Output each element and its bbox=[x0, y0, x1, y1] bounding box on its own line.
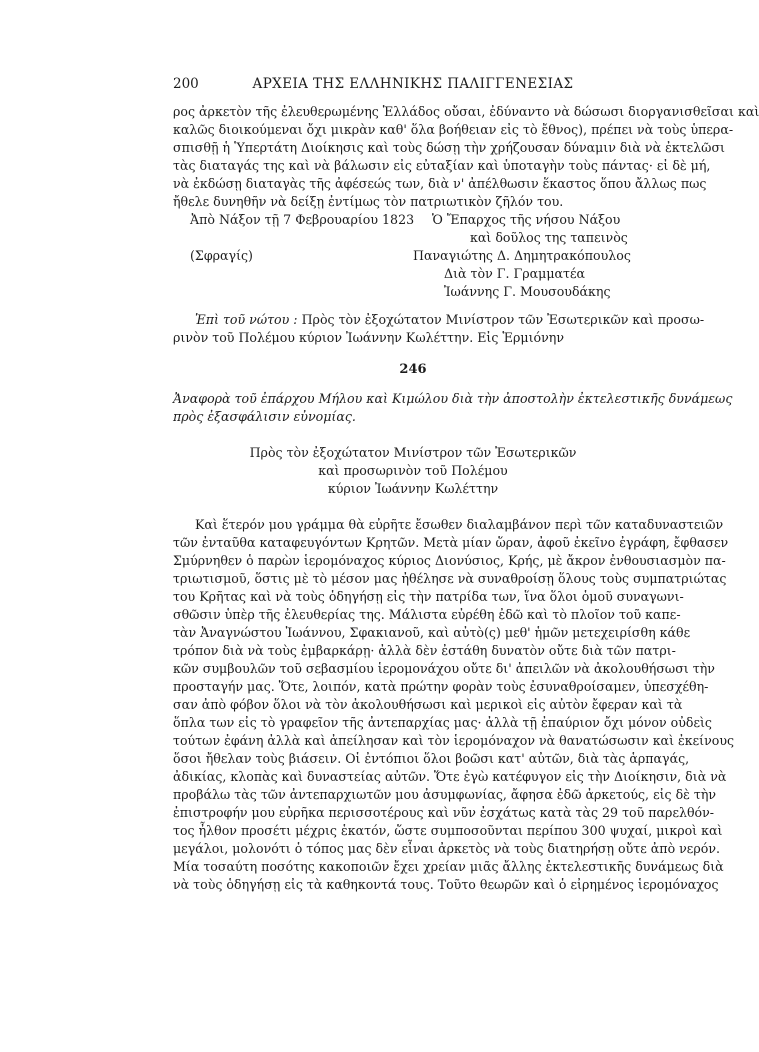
body-line: ὅσοι ἤθελαν τοὺς βιάσειν. Οἱ ἐντόπιοι ὅλοι βοῶσι κατ' αὐτῶν, διὰ τὰς ἁρπαγάς, bbox=[173, 751, 690, 766]
verso-label: Ἐπὶ τοῦ νώτου : bbox=[195, 312, 298, 327]
verso-text: Πρὸς τὸν ἐξοχώτατον Μινίστρον τῶν Ἐσωτερικῶν καὶ προσω- bbox=[301, 312, 705, 327]
summary-line: Ἀναφορὰ τοῦ ἐπάρχου Μήλου καὶ Κιμώλου διὰ τὴν ἀποστολὴν ἐκτελεστικῆς δυνάμεως bbox=[173, 391, 733, 406]
body-line: νὰ τοὺς ὁδηγήσῃ εἰς τὰ καθηκοντά τους. Τοῦτο θεωρῶν καὶ ὁ εἰρημένος ἱερομόναχος bbox=[173, 877, 719, 892]
verso-line: ρινὸν τοῦ Πολέμου κύριον Ἰωάννην Κωλέττην. Εἰς Ἑρμιόνην bbox=[173, 330, 564, 345]
signature-line: Ἰωάννης Γ. Μουσουδάκης bbox=[444, 284, 611, 299]
text-line: νὰ ἐκδώσῃ διαταγὰς τῆς ἀφέσεώς των, διὰ ν' ἀπέλθωσιν ἕκαστος ὅπου ἄλλως πως bbox=[173, 176, 707, 191]
body-line: ὅπλα των εἰς τὸ γραφεῖον τῆς ἀντεπαρχίας μας· ἀλλὰ τῇ ἐπαύριον ὄχι μόνον οὐδεὶς bbox=[173, 715, 712, 730]
body-line: προσταγήν μας. Ὅτε, λοιπόν, κατὰ πρώτην φορὰν τοὺς ἐσυναθροίσαμεν, ὑπεσχέθη- bbox=[173, 679, 709, 694]
signature-line: Διὰ τὸν Γ. Γραμματέα bbox=[444, 266, 586, 281]
text-line: καλῶς διοικούμεναι ὄχι μικρὰν καθ' ὅλα βοήθειαν εἰς τὸ ἔθνος), πρέπει νὰ τοὺς ὑπερα- bbox=[173, 122, 734, 137]
body-line: τὰν Ἀναγνώστου Ἰωάννου, Σφακιανοῦ, καὶ αὐτὸ(ς) μεθ' ἡμῶν μετεχειρίσθη κάθε bbox=[173, 625, 691, 640]
address-line: Πρὸς τὸν ἐξοχώτατον Μινίστρον τῶν Ἐσωτερικῶν bbox=[249, 445, 577, 460]
body-line: μεγάλοι, μολονότι ὁ τόπος μας δὲν εἶναι ἀρκετὸς νὰ τοὺς διατηρήσῃ οὔτε ἀπὸ νερόν. bbox=[173, 841, 720, 856]
body-line: Σμύρνηθεν ὁ παρὼν ἱερομόναχος κύριος Διονύσιος, Κρής, μὲ ἄκρον ἐνθουσιασμὸν πα- bbox=[173, 553, 726, 568]
body-line: τῶν ἐνταῦθα καταφευγόντων Κρητῶν. Μετὰ μίαν ὥραν, ἀφοῦ ἐκεῖνο ἐγράφη, ἔφθασεν bbox=[173, 535, 729, 550]
signature-line: καὶ δοῦλος της ταπεινὸς bbox=[470, 230, 628, 245]
text-line: ρος ἀρκετὸν τῆς ἐλευθερωμένης Ἑλλάδος οὔσαι, ἐδύναντο νὰ δώσωσι διοργανισθεῖσαι καὶ bbox=[173, 104, 759, 119]
text-line: ἤθελε δυνηθῆν νὰ δείξῃ ἐντίμως τὸν πατριωτικὸν ζῆλόν του. bbox=[173, 194, 564, 209]
body-line: τριωτισμοῦ, ὅστις μὲ τὸ μέσον μας ἠθέλησε νὰ συναθροίσῃ ὅλους τοὺς συμπατριώτας bbox=[173, 571, 727, 586]
signature-line: Ὁ Ἔπαρχος τῆς νήσου Νάξου bbox=[432, 212, 621, 227]
body-line: κῶν συμβουλῶν τοῦ σεβασμίου ἱερομονάχου οὔτε δι' ἀπειλῶν νὰ ἀκολουθήσωσι τὴν bbox=[173, 661, 715, 676]
body-line: ἀδικίας, κλοπὰς καὶ δυναστείας αὐτῶν. Ὅτε ἐγὼ κατέφυγον εἰς τὴν Διοίκησιν, διὰ νὰ bbox=[173, 769, 727, 784]
body-line: Καὶ ἕτερόν μου γράμμα θὰ εὐρῆτε ἔσωθεν διαλαμβάνον περὶ τῶν καταδυναστειῶν bbox=[195, 517, 724, 532]
text-line: σπισθῇ ἡ Ὑπερτάτη Διοίκησις καὶ τοὺς δώσῃ τὴν χρήζουσαν δύναμιν διὰ νὰ ἐκτελῶσι bbox=[173, 140, 725, 155]
body-line: τούτων ἐφάνη ἀλλὰ καὶ ἀπείλησαν καὶ τὸν ἱερομόναχον νὰ θανατώσωσιν καὶ ἐκείνους bbox=[173, 733, 735, 748]
running-title: ΑΡΧΕΙΑ ΤΗΣ ΕΛΛΗΝΙΚΗΣ ΠΑΛΙΓΓΕΝΕΣΙΑΣ bbox=[252, 76, 574, 92]
body-line: προβάλω τὰς τῶν ἀντεπαρχιωτῶν μου ἀσυμφωνίας, ἄφησα ἐδῶ ἀρκετούς, εἰς δὲ τὴν bbox=[173, 787, 717, 802]
body-line: ἐπιστροφήν μου εὐρῆκα περισσοτέρους καὶ νῦν ἐσχάτως κατὰ τὰς 29 τοῦ παρελθόν- bbox=[173, 805, 715, 820]
body-line: τος ἦλθον προσέτι μέχρις ἑκατόν, ὥστε συμποσοῦνται περίπου 300 ψυχαί, μικροὶ καὶ bbox=[173, 823, 723, 838]
verso-line bbox=[173, 311, 705, 329]
address-line: κύριον Ἰωάννην Κωλέττην bbox=[327, 481, 499, 496]
address-line: καὶ προσωρινὸν τοῦ Πολέμου bbox=[318, 463, 508, 478]
document-number: 246 bbox=[399, 362, 427, 377]
body-line: σθῶσιν ὑπὲρ τῆς ἐλευθερίας της. Μάλιστα εὐρέθη ἐδῶ καὶ τὸ πλοῖον τοῦ καπε- bbox=[173, 607, 681, 622]
summary-line: πρὸς ἐξασφάλισιν εὐνομίας. bbox=[173, 409, 356, 424]
body-line: Μία τοσαύτη ποσότης κακοποιῶν ἔχει χρείαν μιᾶς ἄλλης ἐκτελεστικῆς δυνάμεως διὰ bbox=[173, 859, 724, 874]
place-date: Ἀπὸ Νάξον τῇ 7 Φεβρουαρίου 1823 bbox=[190, 212, 415, 227]
page-header bbox=[173, 76, 653, 96]
body-line: σαν ἀπὸ φόβον ὅλοι νὰ τὸν ἀκολουθήσωσι καὶ μερικοὶ εἰς αὐτὸν ἔφεραν καὶ τὰ bbox=[173, 697, 683, 712]
page-number: 200 bbox=[173, 76, 199, 92]
body-line: του Κρῆτας καὶ νὰ τοὺς ὁδηγήσῃ εἰς τὴν πατρίδα των, ἵνα ὅλοι ὁμοῦ συναγωνι- bbox=[173, 589, 684, 604]
seal-note: (Σφραγίς) bbox=[190, 248, 253, 263]
body-line: τρόπον διὰ νὰ τοὺς ἐμβαρκάρῃ· ἀλλὰ δὲν ἐστάθη δυνατὸν οὔτε διὰ τῶν πατρι- bbox=[173, 643, 676, 658]
signature-line: Παναγιώτης Δ. Δημητρακόπουλος bbox=[413, 248, 631, 263]
text-line: τὰς διαταγάς της καὶ νὰ βάλωσιν εἰς εὐταξίαν καὶ ὑποταγὴν τοὺς πάντας· εἰ δὲ μή, bbox=[173, 158, 711, 173]
